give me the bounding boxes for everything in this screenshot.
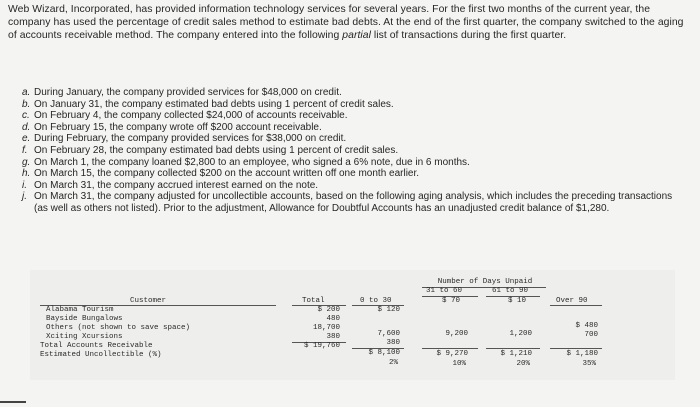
subtotal-rule-31-60 [422,348,478,349]
cell-total: 18,700 [312,324,340,332]
header-rule-over-90 [550,305,602,306]
transaction-item: a. During January, the company provided services for $48,000 on credit. [22,87,342,98]
row-name: Bayside Bungalows [46,315,123,323]
col-header-0-30: 0 to 30 [360,297,392,305]
cell-over-90: $ 1,180 [566,350,598,358]
cell-61-90: 1,200 [509,330,532,338]
transaction-list [22,87,682,215]
page-edge-mark [0,401,26,407]
col-header-total: Total [302,297,325,305]
transaction-item: d. On February 15, the company wrote off $200 account receivable. [22,121,322,133]
transaction-item: i. On March 31, the company accrued interest earned on the note. [22,179,319,191]
cell-0-30: 2% [388,359,398,367]
cell-61-90: $ 10 [507,297,526,305]
cell-0-30: 7,600 [377,330,400,338]
intro-italic: partial [342,30,371,41]
cell-31-60: 10% [452,360,466,368]
row-name: Xciting Xcursions [46,333,123,341]
transaction-item: c. On February 4, the company collected $24,000 of accounts receivable. [22,110,348,122]
cell-over-90: 35% [582,360,596,368]
row-name: Alabama Tourism [46,306,114,314]
problem-intro [8,3,688,42]
cell-total: 380 [326,333,340,341]
cell-total: $ 200 [317,306,340,314]
aging-table [30,270,675,380]
cell-total: $ 19,760 [303,342,340,350]
row-name: Total Accounts Receivable [40,342,153,350]
col-header-customer: Customer [130,297,167,305]
transaction-item: g. On March 1, the company loaned $2,800 to an employee, who signed a 6% note, due in 6 months. [22,156,470,168]
cell-61-90: 20% [516,360,530,368]
cell-over-90: $ 480 [575,322,598,330]
cell-31-60: $ 9,270 [436,350,468,358]
subtotal-rule-61-90 [486,348,540,349]
transaction-item: h. On March 15, the company collected $200 on the account written off one month earlier. [22,168,420,180]
row-name: Others (not shown to save space) [46,324,191,332]
cell-total: 480 [326,315,340,323]
transaction-item: e. During February, the company provided services for $38,000 on credit. [22,133,347,145]
col-header-61-90: 61 to 90 [492,287,529,295]
subtotal-rule-over-90 [550,348,602,349]
intro-text-1: Web Wizard, Incorporated, has provided information technology services for several years. For the first two months of the current year, the company has used the percentage of credit sales method to estimate bad debts. At the end of the first quarter, the company switched to the aging of accounts receivable method. The company entered into the following [8,4,684,41]
cell-31-60: $ 70 [441,297,460,305]
transaction-item: f. On February 28, the company estimated bad debts using 1 percent of credit sales. [22,144,399,156]
row-name: Estimated Uncollectible (%) [40,351,162,359]
transaction-item: j. On March 31, the company adjusted for uncollectible accounts, based on the following aging analysis, which includes the preceding transactions (as well as others not listed). Prior to the adjustment, Allowance for Doubtful Accounts has an unadjusted credit balance of $1,280. [22,191,673,214]
cell-over-90: 700 [584,331,598,339]
transaction-item: b. On January 31, the company estimated bad debts using 1 percent of credit sales. [22,98,394,110]
intro-text-2: list of transactions during the first quarter. [370,30,567,41]
cell-61-90: $ 1,210 [500,350,532,358]
group-header: Number of Days Unpaid [437,278,533,286]
cell-31-60: 9,200 [445,330,468,338]
col-header-over-90: Over 90 [556,297,588,305]
cell-0-30: 380 [386,339,400,347]
cell-0-30: $ 8,100 [368,349,400,357]
col-header-31-60: 31 to 60 [426,287,463,295]
cell-0-30: $ 120 [377,306,400,314]
